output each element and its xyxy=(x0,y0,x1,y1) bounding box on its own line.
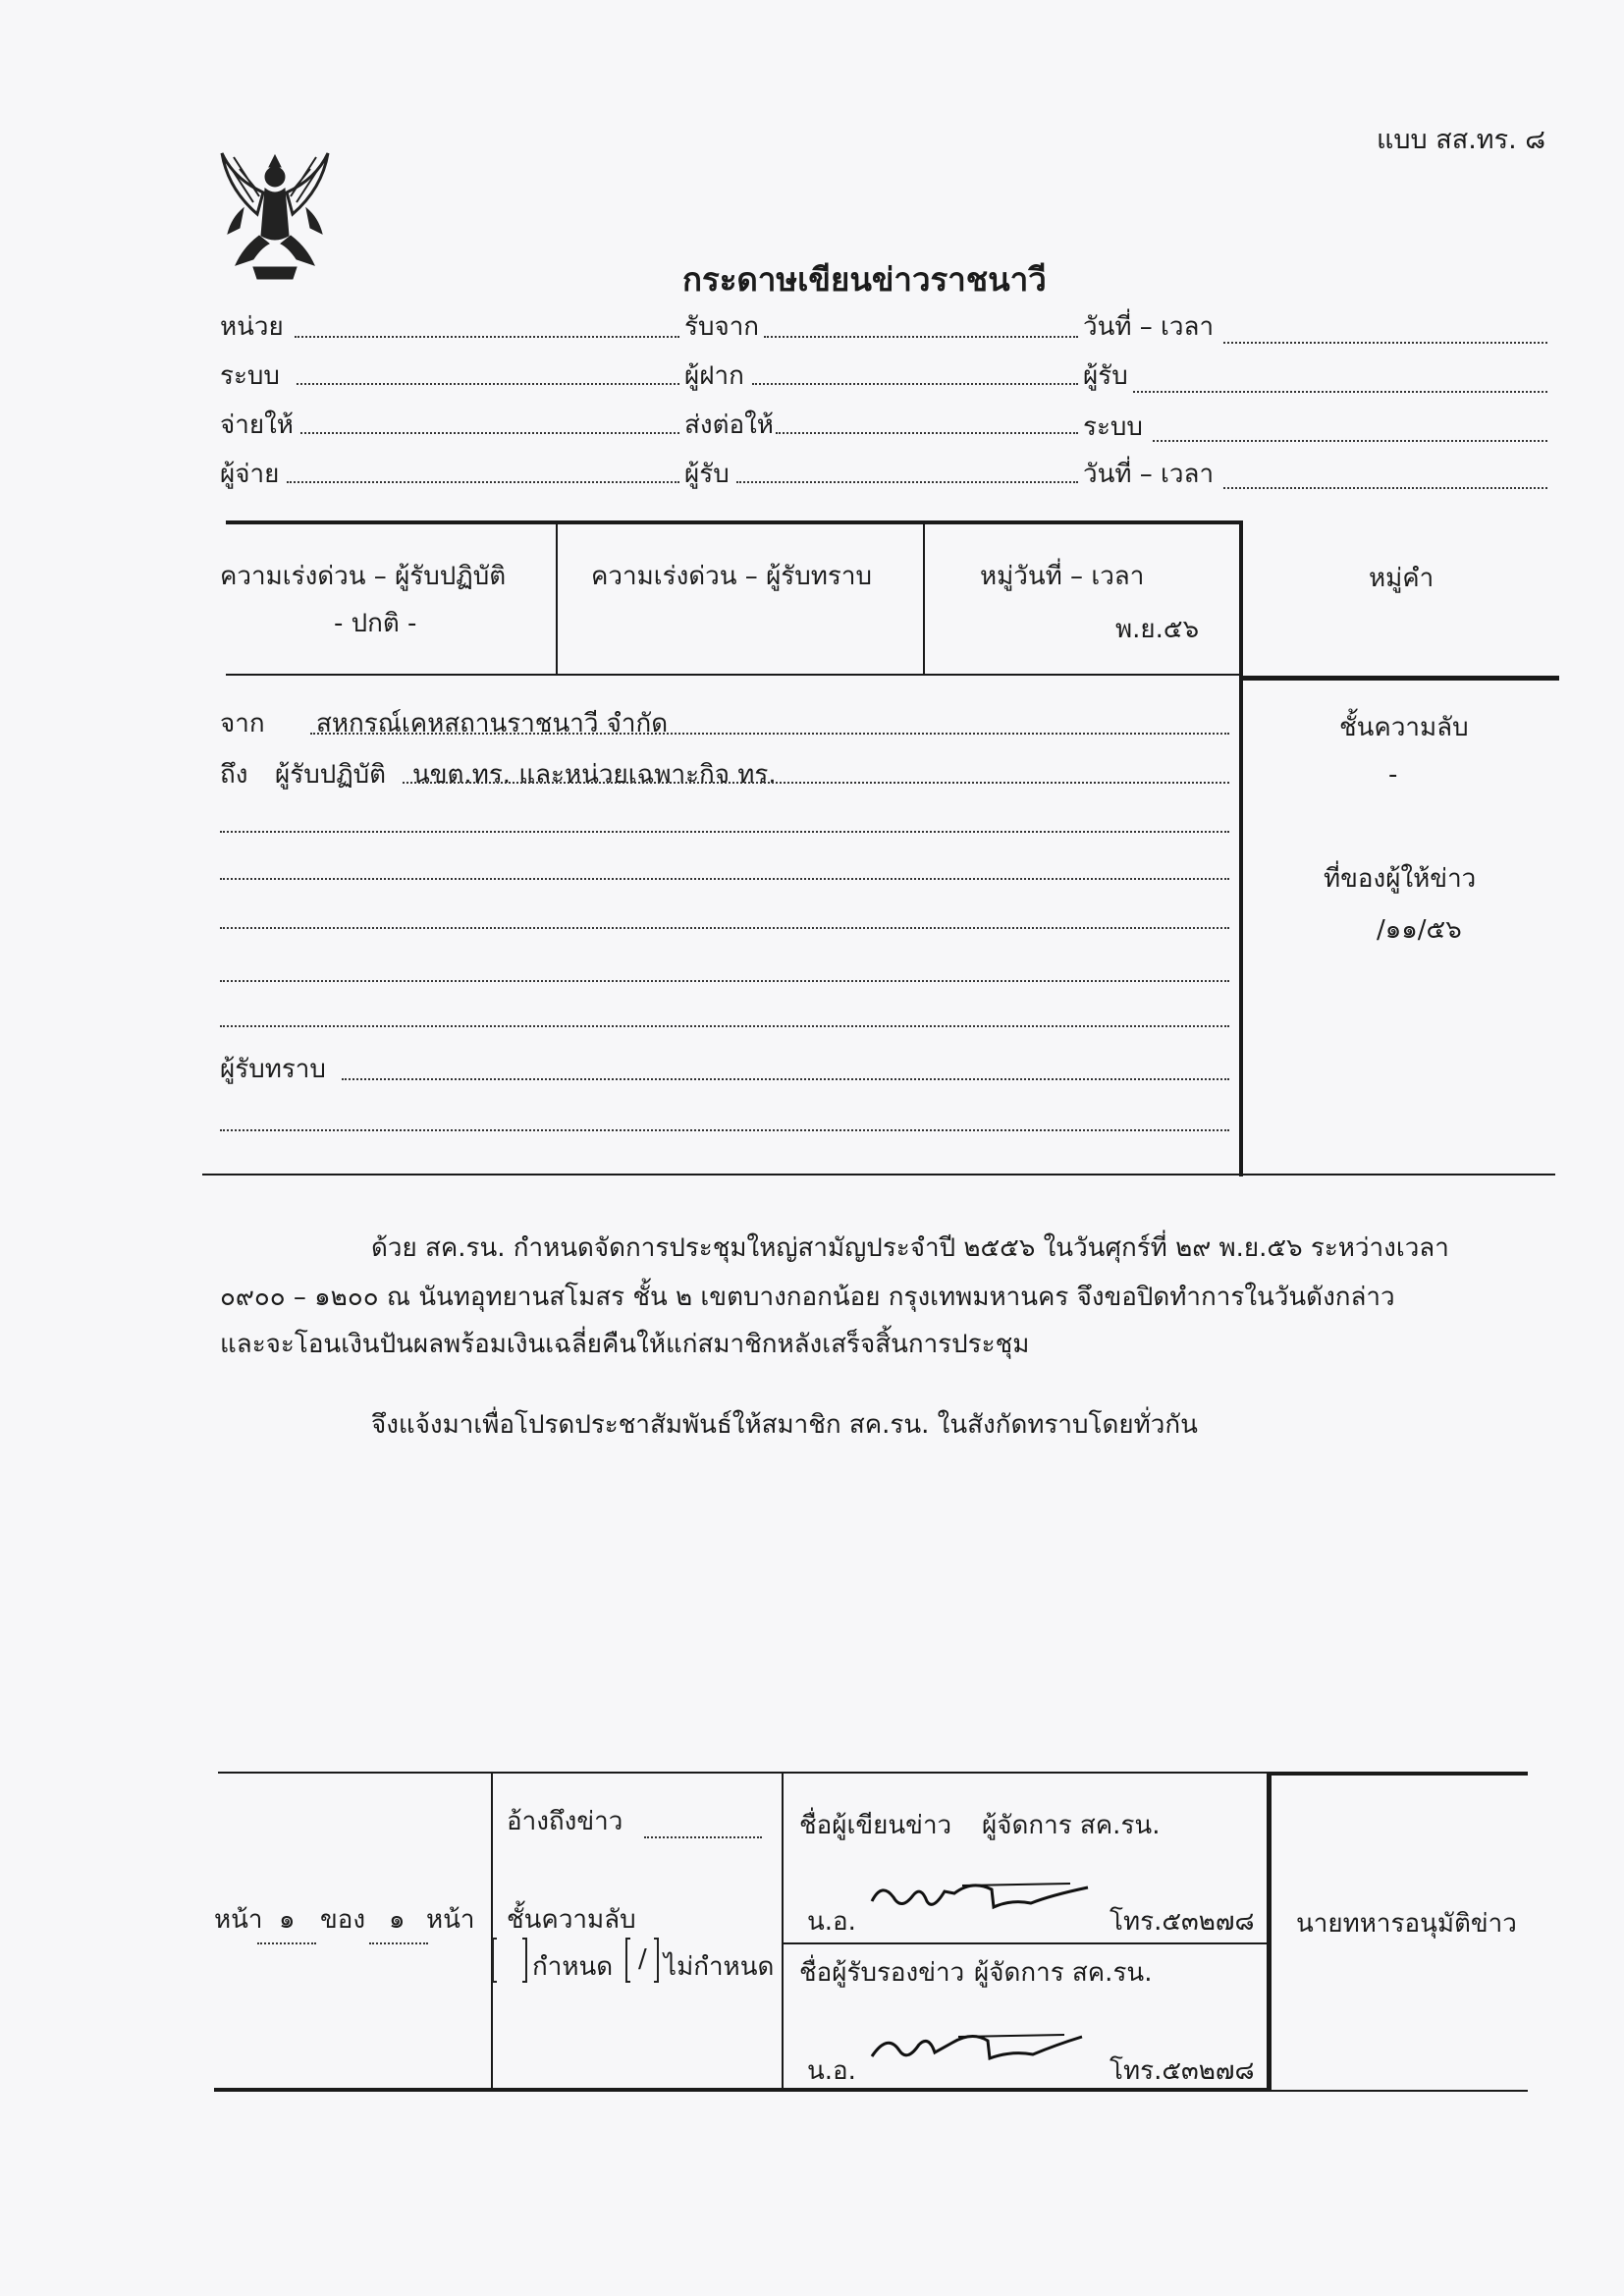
writer-label: ชื่อผู้เขียนข่าว xyxy=(799,1811,952,1840)
message-line-5[interactable] xyxy=(220,1025,1229,1027)
certifier-title: ผู้จัดการ สค.รน. xyxy=(974,1958,1153,1988)
originator-ref-label: ที่ของผู้ให้ข่าว xyxy=(1324,864,1477,894)
receiver-label-2: ผู้รับ xyxy=(684,460,730,489)
message-line-3[interactable] xyxy=(220,927,1229,929)
system-field-2[interactable] xyxy=(1153,440,1547,442)
group-count-rule xyxy=(1241,676,1559,681)
action-precedence-label: ความเร่งด่วน – ผู้รับปฏิบัติ xyxy=(220,562,507,591)
writer-rank: น.อ. xyxy=(807,1907,856,1937)
to-value: นขต.ทร. และหน่วยเฉพาะกิจ ทร. xyxy=(412,760,777,790)
depositor-label: ผู้ฝาก xyxy=(684,361,744,391)
page-title: กระดาษเขียนข่าวราชนาวี xyxy=(682,260,1047,299)
of-label: ของ xyxy=(320,1905,366,1935)
approver-label: นายทหารอนุมัติข่าว xyxy=(1296,1909,1517,1939)
forward-to-field[interactable] xyxy=(776,432,1078,434)
certifier-signature xyxy=(864,2021,1090,2072)
system-field-1[interactable] xyxy=(297,383,679,385)
specified-checkbox[interactable] xyxy=(489,1935,530,1986)
approver-bottom-rule xyxy=(1269,2090,1528,2092)
date-time-label-1: วันที่ – เวลา xyxy=(1083,312,1215,342)
precedence-top-rule xyxy=(226,520,1243,524)
precedence-divider-1 xyxy=(556,522,558,676)
unit-field[interactable] xyxy=(295,336,679,338)
forward-to-label: ส่งต่อให้ xyxy=(684,410,774,440)
footer-divider-3 xyxy=(1267,1772,1272,2092)
body-paragraph-1-line-1: ด้วย สค.รน. กำหนดจัดการประชุมใหญ่สามัญประจำปี ๒๕๕๖ ในวันศุกร์ที่ ๒๙ พ.ย.๕๖ ระหว่างเวลา xyxy=(371,1233,1449,1263)
approver-top-rule xyxy=(1269,1772,1528,1776)
reference-label: อ้างถึงข่าว xyxy=(507,1807,623,1836)
certifier-phone: โทร.๕๓๒๗๘ xyxy=(1110,2056,1255,2086)
footer-divider-1 xyxy=(491,1774,493,2090)
from-label: จาก xyxy=(220,709,265,738)
from-value: สหกรณ์เคหสถานราชนาวี จำกัด xyxy=(316,709,669,738)
not-specified-check-mark: / xyxy=(638,1944,647,1974)
received-from-field[interactable] xyxy=(764,336,1078,338)
depositor-field[interactable] xyxy=(752,383,1078,385)
info-addressee-line-1[interactable] xyxy=(342,1078,1229,1080)
message-bottom-rule xyxy=(202,1174,1555,1175)
writer-certifier-rule xyxy=(782,1942,1269,1944)
message-line-2[interactable] xyxy=(220,878,1229,880)
system-label-1: ระบบ xyxy=(220,361,280,391)
info-addressee-line-2[interactable] xyxy=(220,1129,1229,1131)
page-number-line xyxy=(257,1942,316,1944)
date-time-field-2[interactable] xyxy=(1223,487,1547,489)
receiver-field-1[interactable] xyxy=(1133,391,1547,393)
message-line-4[interactable] xyxy=(220,980,1229,982)
distributor-label: ผู้จ่าย xyxy=(220,460,280,489)
receiver-field-2[interactable] xyxy=(736,481,1078,483)
system-label-2: ระบบ xyxy=(1083,412,1143,442)
group-count-label: หมู่คำ xyxy=(1369,564,1435,593)
precedence-divider-2 xyxy=(923,522,925,676)
writer-phone: โทร.๕๓๒๗๘ xyxy=(1110,1907,1255,1937)
dtg-value: พ.ย.๕๖ xyxy=(1115,615,1200,644)
precedence-right-rule xyxy=(1239,520,1243,1176)
specified-label: กำหนด xyxy=(532,1952,614,1982)
distribute-to-label: จ่ายให้ xyxy=(220,410,294,440)
to-dotted-line xyxy=(403,782,1229,784)
footer-divider-2 xyxy=(782,1774,784,2090)
classification-label: ชั้นความลับ xyxy=(1339,713,1469,742)
writer-signature xyxy=(864,1872,1100,1923)
info-precedence-label: ความเร่งด่วน – ผู้รับทราบ xyxy=(591,562,872,591)
action-precedence-value: - ปกติ - xyxy=(334,609,417,638)
footer-top-rule xyxy=(218,1772,1269,1774)
received-from-label: รับจาก xyxy=(684,312,760,342)
page-number: ๑ xyxy=(279,1905,296,1935)
footer-classification-label: ชั้นความลับ xyxy=(507,1905,636,1935)
writer-title: ผู้จัดการ สค.รน. xyxy=(982,1811,1161,1840)
to-label: ถึง xyxy=(220,760,248,790)
total-pages-line xyxy=(369,1942,428,1944)
total-pages: ๑ xyxy=(389,1905,406,1935)
distribute-to-field[interactable] xyxy=(300,432,679,434)
body-paragraph-1-line-2: ๐๙๐๐ – ๑๒๐๐ ณ นันทอุทยานสโมสร ชั้น ๒ เขตบางกอกน้อย กรุงเทพมหานคร จึงขอปิดทำการในวันดังกล่าว xyxy=(220,1283,1395,1312)
certifier-rank: น.อ. xyxy=(807,2056,856,2086)
date-time-field-1[interactable] xyxy=(1223,342,1547,344)
page-label: หน้า xyxy=(214,1905,263,1935)
unit-label: หน่วย xyxy=(220,312,284,342)
body-paragraph-1-line-3: และจะโอนเงินปันผลพร้อมเงินเฉลี่ยคืนให้แก่สมาชิกหลังเสร็จสิ้นการประชุม xyxy=(220,1330,1030,1359)
page-suffix: หน้า xyxy=(426,1905,475,1935)
garuda-emblem-icon xyxy=(214,149,336,282)
from-dotted-line xyxy=(310,733,1229,735)
body-paragraph-2: จึงแจ้งมาเพื่อโปรดประชาสัมพันธ์ให้สมาชิก สค.รน. ในสังกัดทราบโดยทั่วกัน xyxy=(371,1410,1198,1440)
form-code: แบบ สส.ทร. ๘ xyxy=(1377,125,1546,155)
info-addressee-label: ผู้รับทราบ xyxy=(220,1055,326,1084)
message-line-1[interactable] xyxy=(220,831,1229,833)
receiver-label-1: ผู้รับ xyxy=(1083,361,1128,391)
dtg-label: หมู่วันที่ – เวลา xyxy=(980,562,1145,591)
date-time-label-2: วันที่ – เวลา xyxy=(1083,460,1215,489)
originator-ref-value: /๑๑/๕๖ xyxy=(1377,915,1462,945)
to-action-label: ผู้รับปฏิบัติ xyxy=(275,760,387,790)
certifier-label: ชื่อผู้รับรองข่าว xyxy=(799,1958,965,1988)
reference-field[interactable] xyxy=(644,1836,762,1838)
precedence-bottom-rule xyxy=(226,674,1241,676)
not-specified-label: ไม่กำหนด xyxy=(664,1952,775,1982)
distributor-field[interactable] xyxy=(287,481,679,483)
classification-value: - xyxy=(1388,760,1398,790)
